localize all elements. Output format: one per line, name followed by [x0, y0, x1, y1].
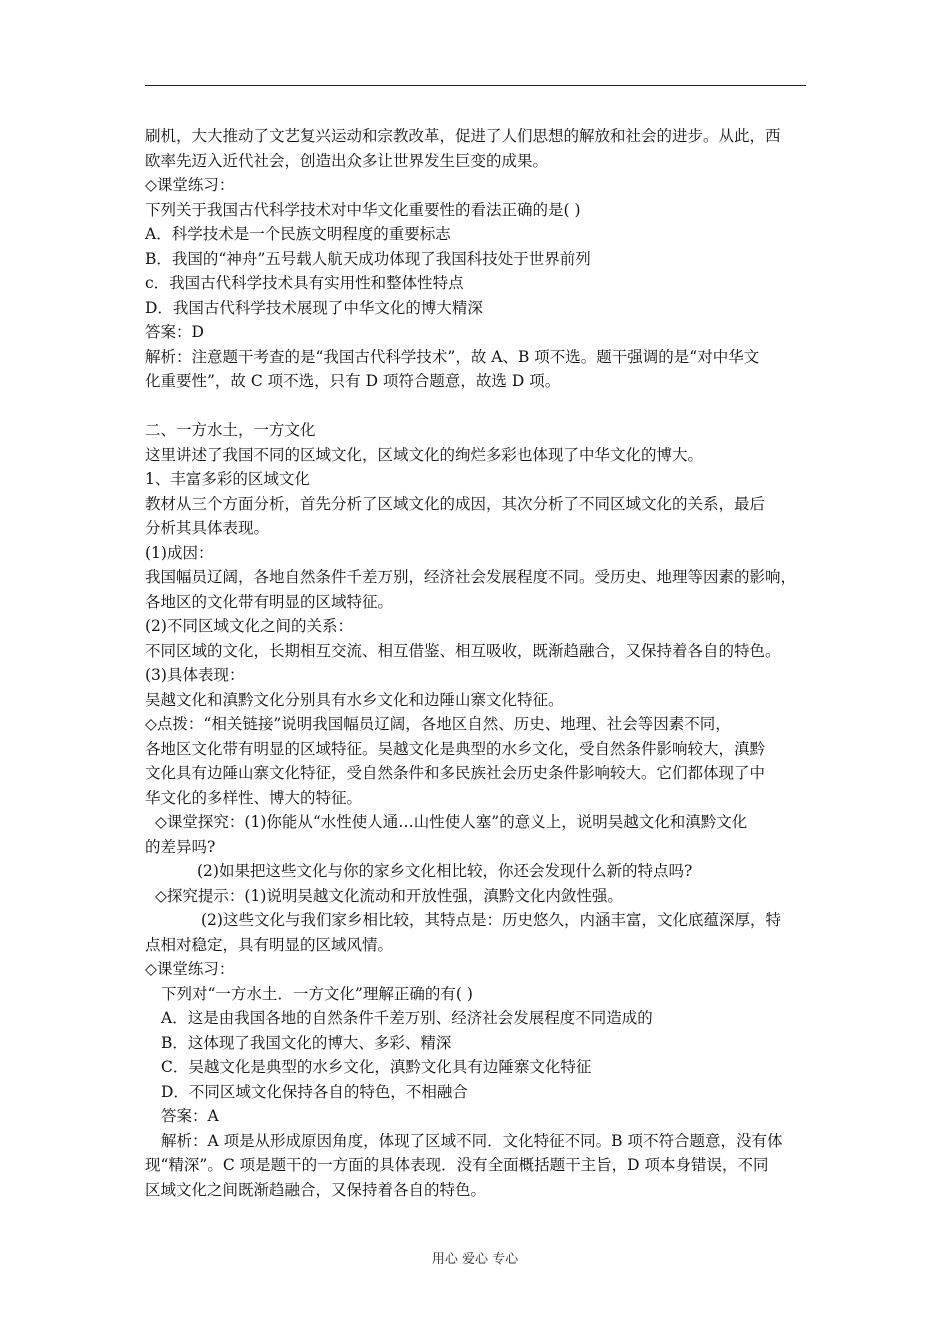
option-a: A．科学技术是一个民族文明程度的重要标志 — [145, 225, 451, 243]
subheading: (3)具体表现： — [145, 666, 245, 684]
text-line: 刷机，大大推动了文艺复兴运动和宗教改革，促进了人们思想的解放和社会的进步。从此，西 — [145, 127, 781, 145]
question-stem: 下列对“一方水土．一方文化”理解正确的有( ) — [161, 984, 473, 1003]
text-line: (2)如果把这些文化与你的家乡文化相比较，你还会发现什么新的特点吗? — [197, 862, 693, 880]
option-c: C．吴越文化是典型的水乡文化，滇黔文化具有边陲寨文化特征 — [161, 1058, 592, 1076]
text-line: 吴越文化和滇黔文化分别具有水乡文化和边陲山寨文化特征。 — [145, 690, 564, 709]
text-line: 教材从三个方面分析，首先分析了区域文化的成因，其次分析了不同区域文化的关系，最后 — [145, 494, 766, 513]
option-b: B．这体现了我国文化的博大、多彩、精深 — [161, 1033, 452, 1052]
option-d: D．我国古代科学技术展现了中华文化的博大精深 — [145, 298, 483, 317]
header-rule — [145, 85, 806, 86]
section-label: ◇课堂练习： — [145, 176, 235, 194]
subheading: 1、丰富多彩的区域文化 — [145, 470, 310, 488]
analysis-line: 区域文化之间既渐趋融合，又保持着各自的特色。 — [145, 1180, 487, 1199]
subheading: (2)不同区域文化之间的关系： — [145, 617, 353, 635]
option-c: c．我国古代科学技术具有实用性和整体性特点 — [145, 274, 464, 292]
analysis-line: 解析：A 项是从形成原因角度，体现了区域不同．文化特征不同。B 项不符合题意，没有体 — [161, 1131, 783, 1150]
text-line: 欧率先迈入近代社会，创造出众多让世界发生巨变的成果。 — [145, 151, 549, 170]
text-line: 各地区的文化带有明显的区域特征。 — [145, 592, 394, 611]
text-line: 文化具有边陲山寨文化特征，受自然条件和多民族社会历史条件影响较大。它们都体现了中 — [145, 764, 766, 782]
document-body — [145, 124, 817, 1202]
text-line: 这里讲述了我国不同的区域文化，区域文化的绚烂多彩也体现了中华文化的博大。 — [145, 445, 704, 464]
answer: 答案：A — [161, 1107, 219, 1125]
text-line: 点相对稳定，具有明显的区域风情。 — [145, 935, 394, 954]
option-b: B．我国的“神舟”五号载人航天成功体现了我国科技处于世界前列 — [145, 249, 591, 268]
text-line: ◇课堂探究：(1)你能从“水性使人通…山性使人塞”的意义上，说明吴越文化和滇黔文化 — [155, 813, 748, 831]
analysis-line: 化重要性”，故 C 项不选，只有 D 项符合题意，故选 D 项。 — [145, 372, 561, 390]
subheading: (1)成因： — [145, 543, 214, 562]
analysis-line: 解析：注意题干考查的是“我国古代科学技术”，故 A、B 项不选。题干强调的是“对中华文 — [145, 347, 760, 366]
section-heading: 二、一方水土，一方文化 — [145, 421, 316, 439]
text-line: ◇探究提示：(1)说明吴越文化流动和开放性强，滇黔文化内敛性强。 — [155, 886, 623, 905]
answer: 答案：D — [145, 323, 204, 341]
text-line: (2)这些文化与我们家乡相比较，其特点是：历史悠久，内涵丰富，文化底蕴深厚，特 — [201, 911, 781, 929]
text-line: 的差异吗? — [145, 837, 216, 856]
text-line: ◇点拨：“相关链接”说明我国幅员辽阔，各地区自然、历史、地理、社会等因素不同， — [145, 715, 731, 733]
option-d: D．不同区域文化保持各自的特色，不相融合 — [161, 1082, 468, 1101]
analysis-line: 现“精深”。C 项是题干的一方面的具体表现．没有全面概括题干主旨，D 项本身错误，不同 — [145, 1156, 769, 1174]
text-line: 不同区域的文化，长期相互交流、相互借鉴、相互吸收，既渐趋融合，又保持着各自的特色。 — [145, 641, 781, 660]
section-label: ◇课堂练习： — [145, 960, 235, 978]
page-footer: 用心 爱心 专心 — [431, 1252, 519, 1267]
text-line: 华文化的多样性、博大的特征。 — [145, 788, 363, 807]
blank-line — [145, 394, 817, 419]
text-line: 分析其具体表现。 — [145, 519, 270, 537]
option-a: A．这是由我国各地的自然条件千差万别、经济社会发展程度不同造成的 — [161, 1009, 653, 1027]
text-line: 我国幅员辽阔，各地自然条件千差万别，经济社会发展程度不同。受历史、地理等因素的影响， — [145, 568, 797, 586]
question-stem: 下列关于我国古代科学技术对中华文化重要性的看法正确的是( ) — [145, 200, 581, 219]
text-line: 各地区文化带有明显的区域特征。吴越文化是典型的水乡文化，受自然条件影响较大，滇黔 — [145, 739, 766, 758]
